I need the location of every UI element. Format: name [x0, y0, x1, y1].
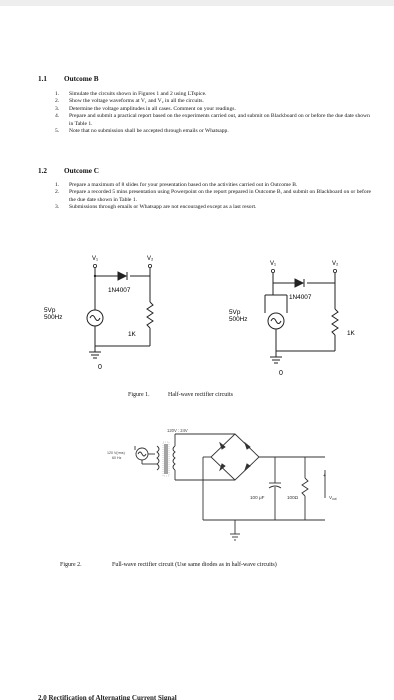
- list-item: 2. Show the voltage waveforms at V₁ and V₂ in all the circuits.: [55, 98, 204, 105]
- list-item: 3. Submissions through emails or Whatsapp are not encouraged except as a last resort.: [55, 204, 257, 211]
- figure2-circuit: [85, 420, 345, 550]
- figure2-caption: [60, 562, 380, 570]
- figure1-caption-label: Figure 1.: [128, 392, 150, 398]
- diode-label: 1N4007: [108, 287, 131, 294]
- page-top-edge: [0, 0, 394, 6]
- section-number: 1.2: [38, 167, 47, 175]
- source-frequency-label: 500Hz: [229, 316, 248, 323]
- source-frequency-label: 60 Hz: [112, 456, 122, 460]
- list-item: 1. Prepare a maximum of 8 slides for your presentation based on the activities carried out in Outcome B.: [55, 182, 298, 188]
- v1-label: V₁: [92, 256, 99, 262]
- svg-text:Vout: [329, 495, 337, 501]
- figure1-caption: [128, 392, 328, 400]
- section-title: Outcome C: [64, 167, 99, 175]
- list-item: 5. Note that no submission shall be accepted through emails or Whatsapp.: [55, 128, 229, 135]
- capacitor-label: 100 μF: [250, 495, 265, 500]
- v2-label: V₂: [147, 256, 154, 262]
- ground-label: 0: [279, 370, 283, 377]
- source-voltage-label: 5Vp: [44, 307, 56, 314]
- source-frequency-label: 500Hz: [44, 314, 63, 321]
- outcome-c-list: [55, 182, 371, 212]
- section-title: Outcome B: [64, 75, 99, 83]
- diode-label: 1N4007: [289, 294, 312, 301]
- source-voltage-label: 120 V(rms): [107, 451, 125, 455]
- section-number: 1.1: [38, 75, 47, 83]
- v2-label: V₂: [332, 261, 339, 267]
- transformer-ratio-label: 120V : 24V: [167, 428, 188, 433]
- list-item: 3. Determine the voltage amplitudes in all cases. Comment on your readings.: [55, 105, 236, 112]
- output-plus-label: +: [323, 473, 326, 479]
- ground-label: 0: [98, 364, 102, 371]
- source-voltage-label: 5Vp: [229, 309, 241, 316]
- list-item: 2. Prepare a recorded 5 mins presentation using Powerpoint on the report prepared in Outcome B, and submit on Blackboard on or before the due date shown in Table 1.: [55, 189, 371, 203]
- v1-label: V₁: [270, 261, 277, 267]
- resistor-label: 100Ω: [287, 495, 299, 500]
- figure2-caption-text: Full-wave rectifier circuit (Use same diodes as in half-wave circuits): [112, 562, 277, 568]
- resistor-label: 1K: [128, 331, 136, 338]
- figure2-caption-label: Figure 2.: [60, 562, 82, 568]
- figure1-left-circuit: [40, 248, 180, 383]
- resistor-label: 1K: [347, 330, 355, 337]
- outcome-b-list: [55, 91, 370, 135]
- output-voltage-label: V: [329, 495, 333, 500]
- figure1-caption-text: Half-wave rectifier circuits: [168, 392, 233, 398]
- list-item: 1. Simulate the circuits shown in Figures 1 and 2 using LTspice.: [55, 91, 207, 97]
- output-voltage-subscript: out: [332, 497, 337, 501]
- list-item: 4. Prepare and submit a practical report based on the experiments carried out, and submit on Blackboard on or before the due date shown in Table 1.: [55, 113, 370, 127]
- figure1-right-circuit: [225, 253, 365, 388]
- next-section-heading: 2.0 Rectification of Alternating Current Signal: [38, 694, 177, 700]
